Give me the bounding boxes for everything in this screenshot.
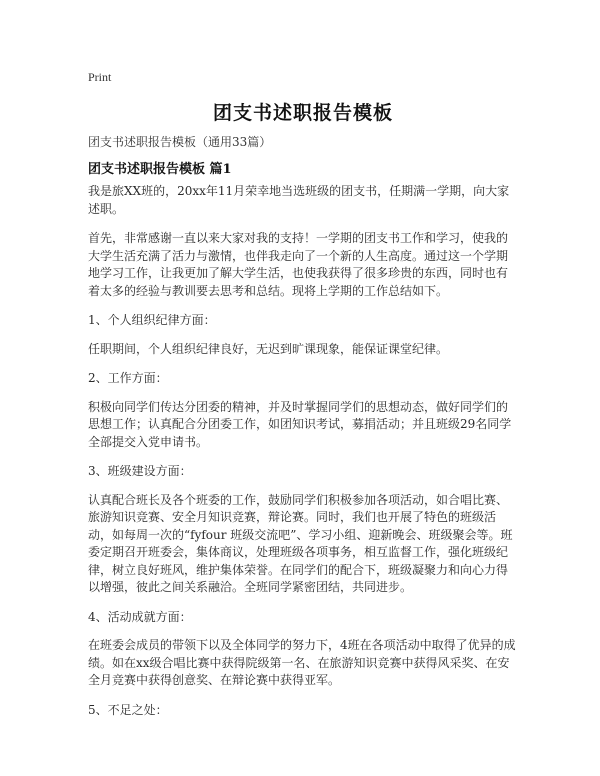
item-heading-achievements: 4、活动成就方面： — [88, 609, 192, 624]
print-label[interactable]: Print — [88, 70, 112, 84]
paragraph-work: 积极向同学们传达分团委的精神，并及时掌握同学们的思想动态，做好同学们的思想工作；认真配合分团委工作，如团知识考试，募捐活动；并且班级29名同学全部提交入党申请书。 — [88, 399, 512, 449]
paragraph-thanks: 首先，非常感谢一直以来大家对我的支持！一学期的团支书工作和学习，使我的大学生活充满了活力与激情，也伴我走向了一个新的人生高度。通过这一个学期地学习工作，让我更加了解大学生活，也使我获得了很多珍贵的东西，同时也有着太多的经验与教训要去思考和总结。现将上学期的工作总结如下。 — [88, 231, 509, 298]
item-heading-work: 2、工作方面： — [88, 371, 168, 385]
item-heading-discipline: 1、个人组织纪律方面： — [88, 313, 216, 327]
document-body — [88, 183, 518, 730]
paragraph-class-building: 认真配合班长及各个班委的工作，鼓励同学们积极参加各项活动，如合唱比赛、旅游知识竞赛、安全月知识竞赛，辩论赛。同时，我们也开展了特色的班级活动，如每周一次的“fyfour 班级交流吧”、学习小组、迎新晚会、班级聚会等。班委定期召开班委会，集体商议，处理班级各项事务，相互监督工作，强化班级纪律，树立良好班风，维护集体荣誉。在同学们的配合下，班级凝聚力和向心力得以增强，彼此之间关系融洽。全班同学紧密团结，共同进步。 — [88, 492, 513, 594]
paragraph-achievements: 在班委会成员的带领下以及全体同学的努力下，4班在各项活动中取得了优异的成绩。如在xx级合唱比赛中获得院级第一名、在旅游知识竞赛中获得风采奖、在安全月竞赛中获得创意奖、在辩论赛中获得亚军。 — [88, 638, 516, 687]
section-heading: 团支书述职报告模板 篇1 — [88, 162, 232, 177]
item-heading-class-building: 3、班级建设方面： — [88, 464, 192, 478]
document-subtitle: 团支书述职报告模板（通用33篇） — [88, 135, 272, 149]
paragraph-discipline: 任职期间，个人组织纪律良好，无迟到旷课现象，能保证课堂纪律。 — [88, 341, 449, 356]
item-heading-shortcomings: 5、不足之处： — [88, 702, 168, 717]
paragraph-intro: 我是旅XX班的，20xx年11月荣幸地当选班级的团支书，任期满一学期，向大家述职。 — [88, 184, 510, 216]
page-title: 团支书述职报告模板 — [212, 102, 393, 124]
